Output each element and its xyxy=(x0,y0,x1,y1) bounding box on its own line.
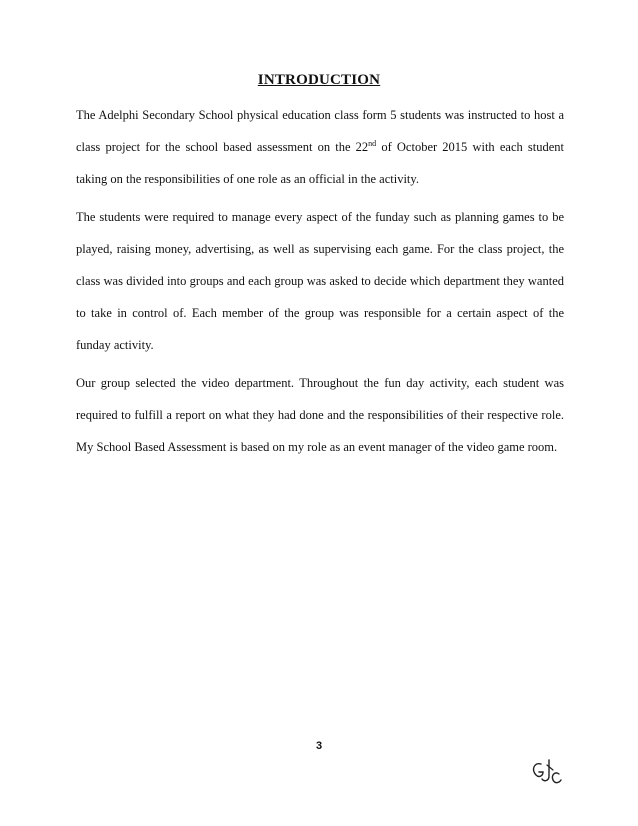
page-number: 3 xyxy=(315,740,323,752)
signature-monogram-icon xyxy=(528,756,564,788)
paragraph-2: The students were required to manage every aspect of the funday such as planning games to be played, raising money, advertising, as well as supervising each game. For the class project, the class was divided into groups and each group was asked to decide which department they wanted to take in control of. Each member of the group was responsible for a certain aspect of the funday activity. xyxy=(76,210,564,352)
paragraph-3: Our group selected the video department. Throughout the fun day activity, each student was required to fulfill a report on what they had done and the responsibilities of their respective role. My School Based Assessment is based on my role as an event manager of the video game room. xyxy=(76,376,564,454)
paragraph-1 xyxy=(76,99,564,195)
paragraph-1-text-before: The Adelphi Secondary School physical education class form 5 students was instructed to host a class project for the school based assessment on the 22 xyxy=(76,108,564,154)
page-title: INTRODUCTION xyxy=(257,72,381,88)
paragraph-1-text-after: of October 2015 with each student taking on the responsibilities of one role as an official in the activity. xyxy=(76,140,565,186)
date-ordinal-suffix: nd xyxy=(368,138,377,148)
document-body xyxy=(76,99,564,469)
